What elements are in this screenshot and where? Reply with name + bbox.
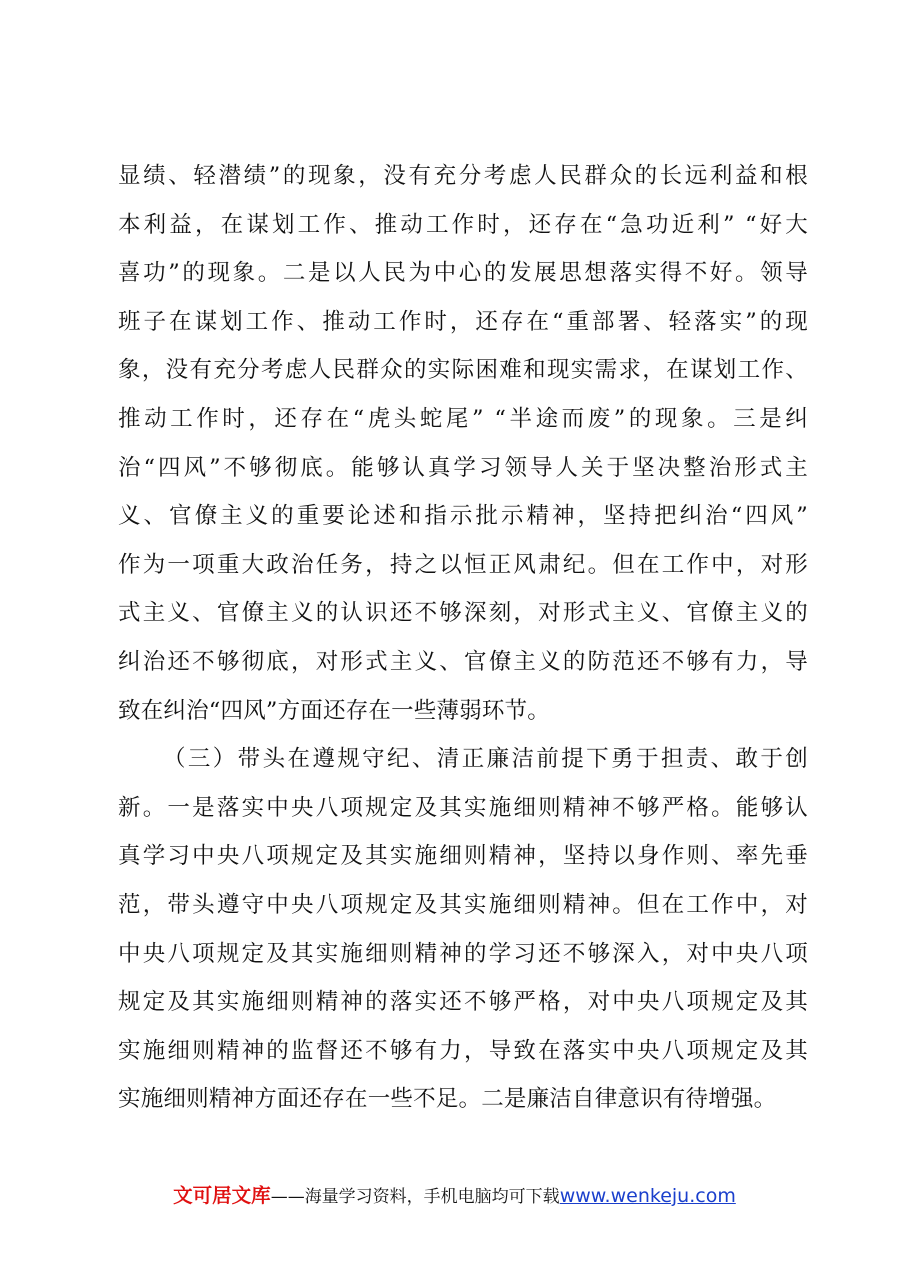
text-line: 式主义、官僚主义的认识还不够深刻，对形式主义、官僚主义的 (118, 600, 808, 627)
text-line: 纠治还不够彻底，对形式主义、官僚主义的防范还不够有力，导 (118, 648, 808, 675)
text-line: 喜功”的现象。二是以人民为中心的发展思想落实得不好。领导 (118, 260, 808, 287)
text-line: 实施细则精神的监督还不够有力，导致在落实中央八项规定及其 (118, 1037, 808, 1064)
footer-dash: —— (270, 1187, 305, 1207)
footer-link[interactable]: www.wenkeju.com (559, 1185, 736, 1207)
text-line: 规定及其实施细则精神的落实还不够严格，对中央八项规定及其 (118, 989, 808, 1016)
footer-banner (0, 1180, 909, 1208)
text-line: 推动工作时，还存在“虎头蛇尾” “半途而废”的现象。三是纠 (118, 405, 808, 432)
text-line: 班子在谋划工作、推动工作时，还存在“重部署、轻落实”的现 (118, 308, 808, 335)
text-line: 真学习中央八项规定及其实施细则精神，坚持以身作则、率先垂 (118, 843, 808, 870)
text-line: 作为一项重大政治任务，持之以恒正风肃纪。但在工作中，对形 (118, 551, 808, 578)
text-line: 义、官僚主义的重要论述和指示批示精神，坚持把纠治“四风” (118, 503, 808, 530)
section-heading-line: （三）带头在遵规守纪、清正廉洁前提下勇于担责、敢于创 (163, 746, 808, 773)
text-line: 治“四风”不够彻底。能够认真学习领导人关于坚决整治形式主 (118, 454, 808, 481)
footer-description: 海量学习资料，手机电脑均可下载 (304, 1187, 560, 1207)
footer-brand: 文可居文库 (173, 1184, 271, 1207)
body-text (118, 152, 808, 1124)
text-line: 显绩、轻潜绩”的现象，没有充分考虑人民群众的长远利益和根 (118, 163, 808, 189)
text-line: 象，没有充分考虑人民群众的实际困难和现实需求，在谋划工作、 (118, 357, 808, 384)
text-line: 中央八项规定及其实施细则精神的学习还不够深入，对中央八项 (118, 940, 808, 967)
text-line: 实施细则精神方面还存在一些不足。二是廉洁自律意识有待增强。 (118, 1086, 777, 1113)
text-line: 新。一是落实中央八项规定及其实施细则精神不够严格。能够认 (118, 794, 808, 821)
text-line: 本利益，在谋划工作、推动工作时，还存在“急功近利” “好大 (118, 211, 808, 238)
text-line: 范，带头遵守中央八项规定及其实施细则精神。但在工作中，对 (118, 891, 808, 918)
text-line: 致在纠治“四风”方面还存在一些薄弱环节。 (118, 697, 551, 724)
